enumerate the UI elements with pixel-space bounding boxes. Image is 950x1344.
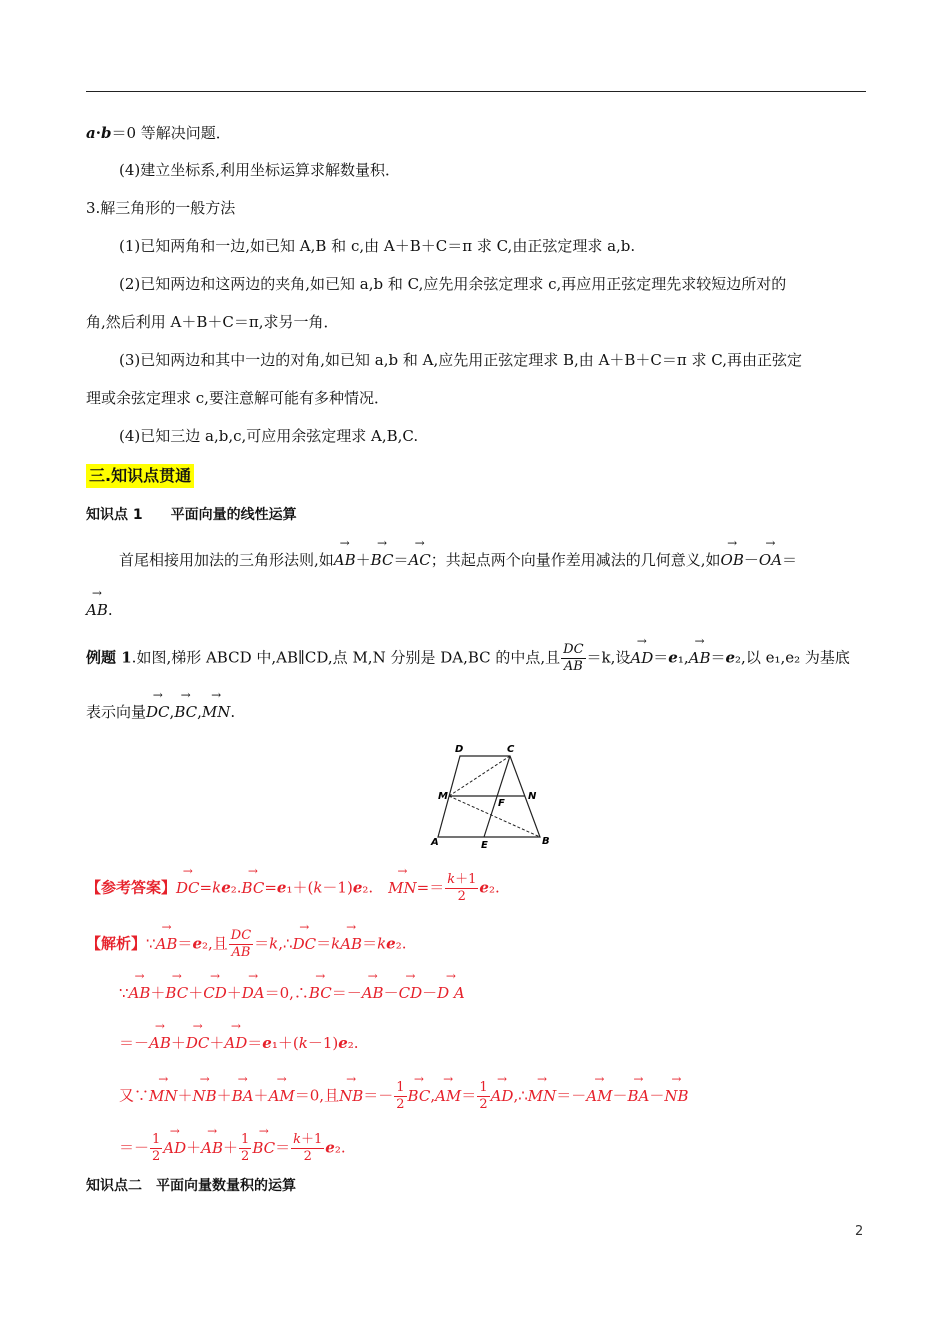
text-line: (3)已知两边和其中一边的对角,如已知 a,b 和 A,应先用正弦定理求 B,由 A＋B＋C＝π 求 C,再由正弦定	[119, 351, 803, 369]
label-b: B	[542, 836, 550, 847]
analysis-line: ＝－ $\frac{1}{2}$ → AD＋→ AB＋ $\frac{1}{2}$ → BC＝ $\frac{k+1}{2}$ e₂.	[119, 1132, 346, 1165]
text-line: 理或余弦定理求 c,要注意解可能有多种情况．	[86, 389, 389, 407]
trapezoid-figure	[428, 740, 558, 850]
label-n: N	[528, 791, 537, 802]
label-e: E	[481, 840, 488, 850]
analysis-label: 【解析】	[86, 934, 147, 953]
text-line: a·b＝0 等解决问题．	[86, 124, 231, 142]
text-line: 首尾相接用加法的三角形法则,如→ AB＋→ BC＝→ AC；共起点两个向量作差用减法的几何意义,如→ OB－→ OA＝	[119, 550, 797, 570]
answer-line: 【参考答案】→ DC=ke₂.→ BC=e₁＋(k－1)e₂. → MN=＝ $\frac{k+1}{2}$ e₂.	[86, 872, 500, 905]
text-line: (4)已知三边 a,b,c,可应用余弦定理求 A,B,C.	[119, 427, 419, 445]
analysis-line: 【解析】∵→ AB＝e₂,且 $\frac{DC}{AB}$ ＝k,∴→ DC＝k→ AB＝ke₂.	[86, 928, 407, 961]
section-title: 三.知识点贯通	[86, 464, 194, 488]
text-line: 角,然后利用 A＋B＋C＝π,求另一角．	[86, 313, 339, 331]
text-line: (4)建立坐标系,利用坐标运算求解数量积．	[119, 161, 401, 179]
text-line: (1)已知两角和一边,如已知 A,B 和 c,由 A＋B＋C＝π 求 C,由正弦定理求 a,b.	[119, 237, 636, 255]
knowledge-point-title: 知识点二 平面向量数量积的运算	[86, 1178, 296, 1194]
dashed-mb	[449, 796, 540, 837]
label-a: A	[431, 837, 439, 848]
analysis-line: ＝－→ AB＋→ DC＋→ AD＝e₁＋(k－1)e₂.	[119, 1033, 359, 1053]
example-label: 例题 1	[86, 648, 132, 667]
text-line: (2)已知两边和这两边的夹角,如已知 a,b 和 C,应先用余弦定理求 c,再应用正弦定理先求较短边所对的	[119, 275, 787, 293]
analysis-line: 又∵→ MN＋→ NB＋→ BA＋→ AM＝0,且→ NB＝－ $\frac{1}{2}$ → BC,→ AM＝ $\frac{1}{2}$ → AD,∴→ MN＝－→ AM－→ BA－→ NB	[119, 1080, 689, 1113]
header-rule	[86, 91, 866, 92]
label-m: M	[438, 791, 448, 802]
example-line: 例题 1.如图,梯形 ABCD 中,AB∥CD,点 M,N 分别是 DA,BC 的中点,且 $\frac{DC}{AB}$ ＝k,设→ AD＝e₁,→ AB＝e₂,以 e₁,e₂ 为基底	[86, 642, 850, 675]
text-line: 3.解三角形的一般方法	[86, 199, 236, 217]
label-d: D	[455, 744, 464, 755]
text-line: 表示向量→ DC,→ BC,→ MN.	[86, 702, 235, 722]
analysis-line: ∵→ AB＋→ BC＋→ CD＋→ DA＝0,∴→ BC＝－→ AB－→ CD－→ D A	[119, 983, 465, 1003]
label-c: C	[507, 744, 515, 755]
page-number: 2	[855, 1224, 864, 1239]
text-line: → AB.	[86, 600, 113, 620]
knowledge-point-title: 知识点 1 平面向量的线性运算	[86, 507, 297, 523]
label-f: F	[498, 798, 505, 809]
answer-label: 【参考答案】	[86, 878, 177, 897]
